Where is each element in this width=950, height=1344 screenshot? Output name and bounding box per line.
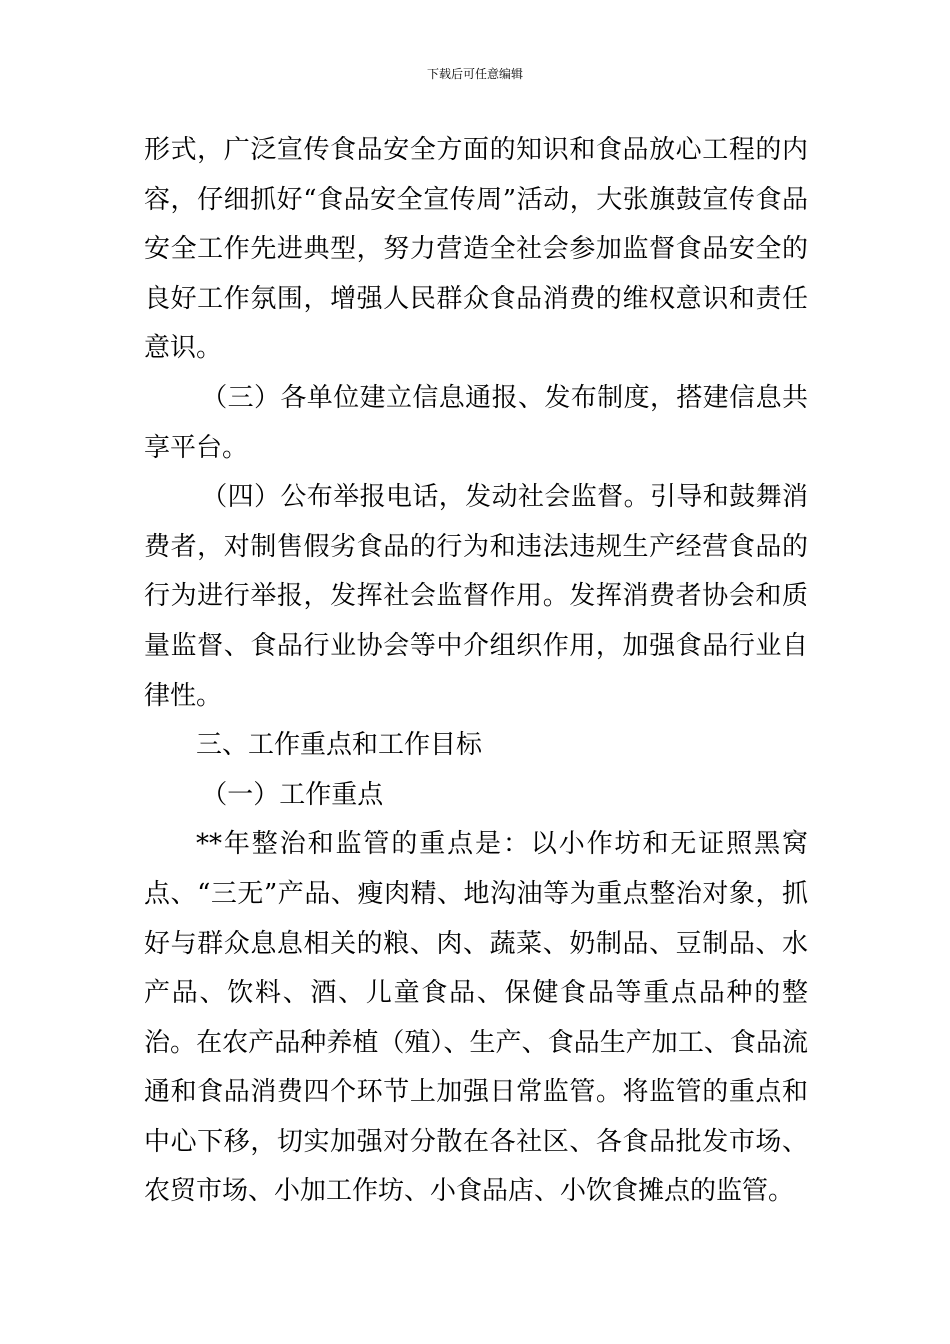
paragraph-item-four: （四）公布举报电话，发动社会监督。引导和鼓舞消费者，对制售假劣食品的行为和违法违规生产经营食品的行为进行举报，发挥社会监督作用。发挥消费者协会和质量监督、食品行业协会等中介组织作用，加强食品行业自律性。 xyxy=(144,482,808,711)
subsection-heading-one: （一）工作重点 xyxy=(201,779,384,810)
document-body xyxy=(144,126,808,1217)
paragraph-item-three: （三）各单位建立信息通报、发布制度，搭建信息共享平台。 xyxy=(144,382,808,463)
paragraph-work-focus: **年整治和监管的重点是：以小作坊和无证照黑窝点、“三无”产品、瘦肉精、地沟油等为重点整治对象，抓好与群众息息相关的粮、肉、蔬菜、奶制品、豆制品、水产品、饮料、酒、儿童食品、保健食品等重点品种的整治。在农产品种养植（殖）、生产、食品生产加工、食品流通和食品消费四个环节上加强日常监管。将监管的重点和中心下移，切实加强对分散在各社区、各食品批发市场、农贸市场、小加工作坊、小食品店、小饮食摊点的监管。 xyxy=(144,829,808,1207)
page-header: 下载后可任意编辑 xyxy=(426,67,523,81)
paragraph-publicity-continuation: 形式，广泛宣传食品安全方面的知识和食品放心工程的内容，仔细抓好“食品安全宣传周”活动，大张旗鼓宣传食品安全工作先进典型，努力营造全社会参加监督食品安全的良好工作氛围，增强人民群众食品消费的维权意识和责任意识。 xyxy=(144,135,808,364)
section-heading-three: 三、工作重点和工作目标 xyxy=(196,730,483,761)
